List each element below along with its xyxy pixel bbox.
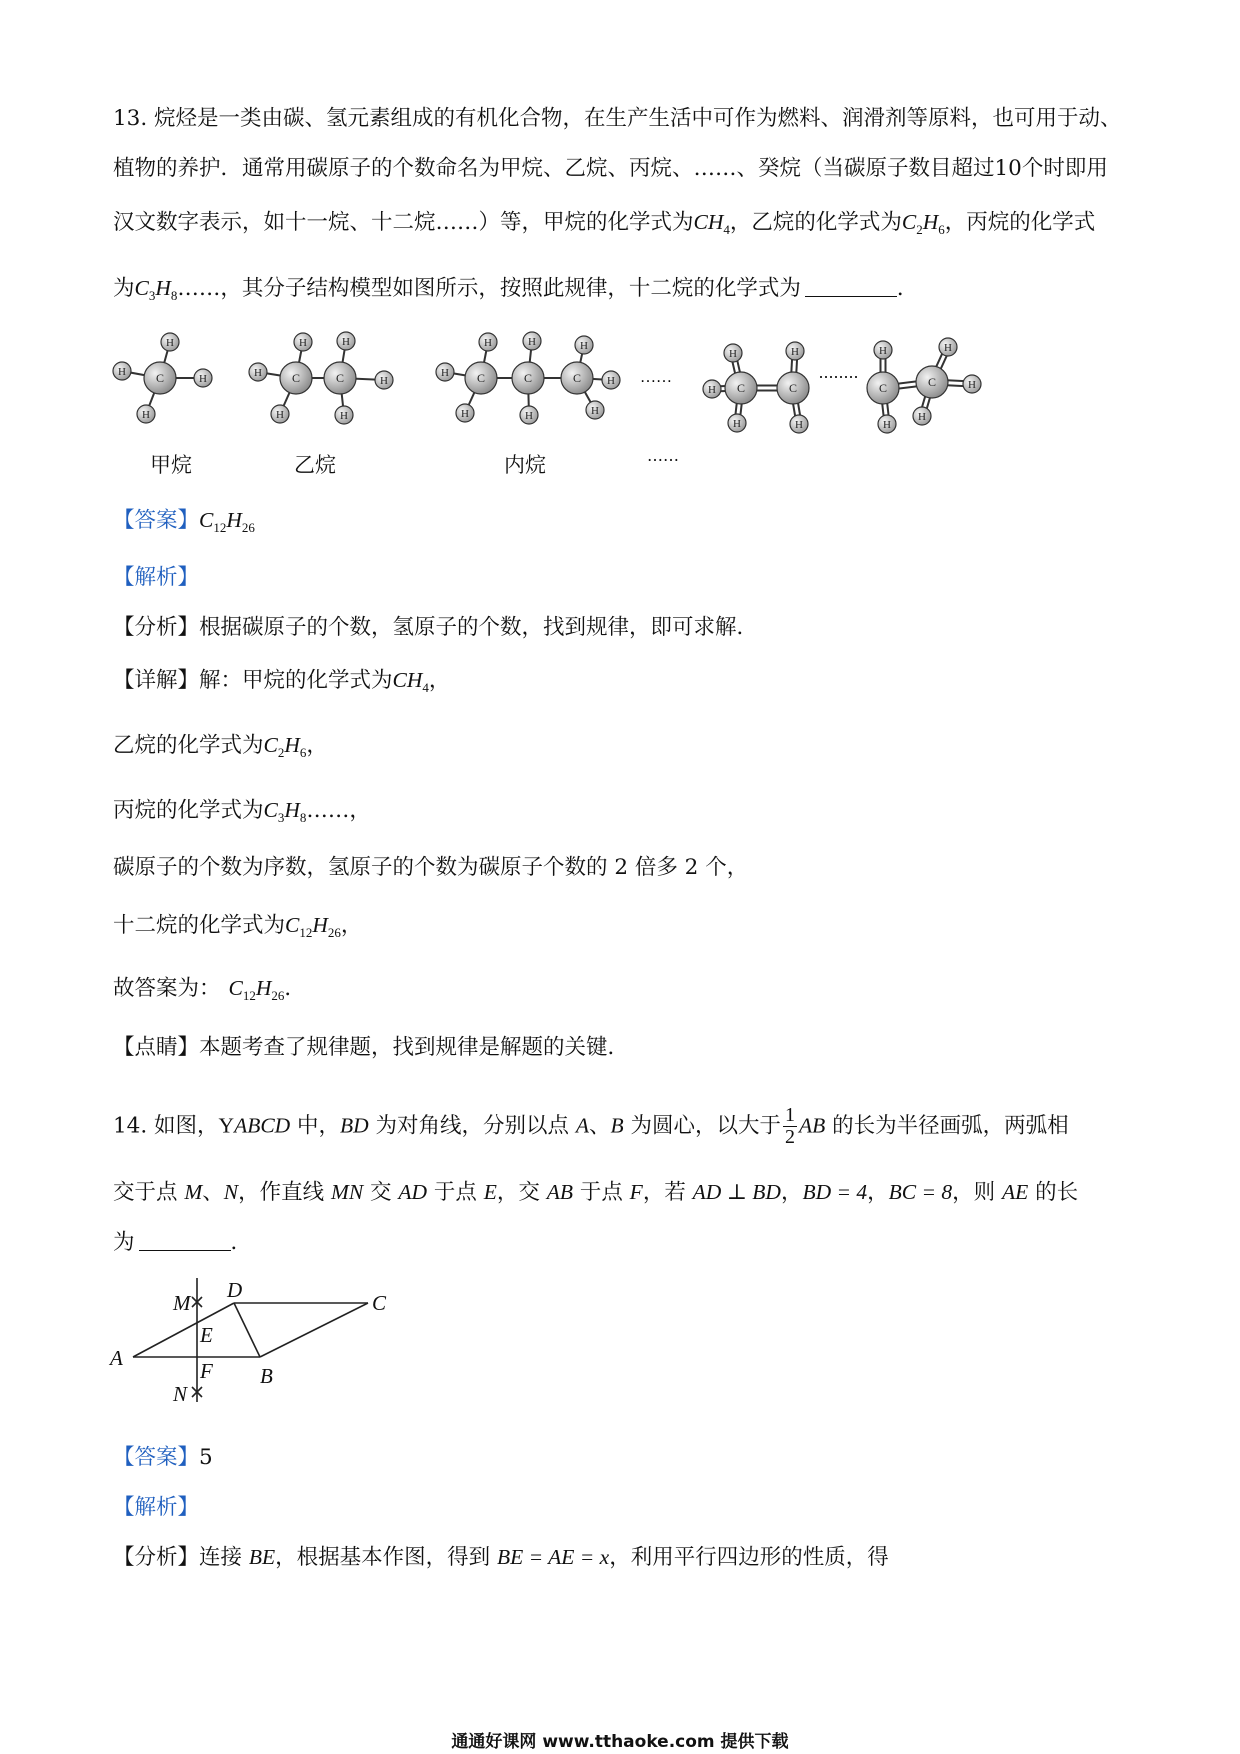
svg-text:H: H [380, 375, 388, 387]
q13-line-3: 汉文数字表示，如十一烷、十二烷……）等，甲烷的化学式为$CH_4$，乙烷的化学式为$C_2H_6$，丙烷的化学式 [113, 210, 1096, 237]
svg-text:H: H [580, 340, 588, 352]
svg-text:H: H [733, 418, 741, 430]
q14-line-1: 14. 如图，YABCD 中，BD 为对角线，分别以点 A、B 为圆心，以大于 $\frac{1}{2}$ AB 的长为半径画弧，两弧相 [113, 1104, 1069, 1148]
label-methane: 甲烷 [150, 453, 192, 477]
page-footer: 通通好课网 www.tthaoke.com 提供下载 [451, 1732, 789, 1752]
svg-text:C: C [736, 381, 746, 395]
carbon-atom [280, 362, 312, 394]
carbon-atom [324, 362, 356, 394]
carbon-atom [561, 362, 593, 394]
q13-fenxi: 【分析】根据碳原子的个数，氢原子的个数，找到规律，即可求解． [113, 615, 759, 640]
svg-text:H: H [591, 405, 599, 417]
q13-xiangjie-3: 丙烷的化学式为$C_3H_8\dots\dots$， [113, 798, 371, 825]
svg-text:H: H [708, 384, 716, 396]
formula-c12h26: $C_{12}H_{26}$ [199, 508, 255, 535]
hydrogen-atom [602, 371, 620, 389]
formula-ch4: $CH_4$ [693, 210, 730, 237]
hydrogen-atom [436, 363, 454, 381]
svg-text:H: H [528, 336, 536, 348]
hydrogen-atom [161, 333, 179, 351]
svg-text:H: H [879, 345, 887, 357]
svg-text:H: H [340, 410, 348, 422]
q13-jiexi: 【解析】 [113, 565, 200, 590]
q13-xiangjie-6: 故答案为： $C_{12}H_{26}$． [113, 976, 306, 1003]
svg-text:H: H [795, 419, 803, 431]
answer-blank [805, 296, 897, 297]
svg-text:H: H [254, 367, 262, 379]
q13-xiangjie-5: 十二烷的化学式为$C_{12}H_{26}$， [113, 913, 363, 940]
svg-text:C: C [476, 371, 486, 385]
q14-fenxi: 【分析】连接 BE，根据基本作图，得到 BE = AE = x，利用平行四边形的性质，得 [113, 1545, 889, 1570]
hydrogen-atom [963, 375, 981, 393]
svg-text:H: H [525, 410, 533, 422]
q13-line-2: 植物的养护．通常用碳原子的个数命名为甲烷、乙烷、丙烷、……、癸烷（当碳原子数目超过10个时即用 [113, 156, 1108, 181]
svg-text:C: C [788, 381, 798, 395]
hydrogen-atom [575, 336, 593, 354]
hydrogen-atom [790, 415, 808, 433]
q14-line-3: 为 ． [113, 1230, 253, 1255]
hydrogen-atom [878, 415, 896, 433]
formula-c3h8: $C_3H_8$ [134, 276, 178, 303]
hydrogen-atom [479, 333, 497, 351]
point-b: B [260, 1364, 273, 1388]
q13-dianjing: 【点睛】本题考查了规律题，找到规律是解题的关键． [113, 1035, 630, 1060]
q13-xiangjie-4: 碳原子的个数为序数，氢原子的个数为碳原子个数的 2 倍多 2 个， [113, 855, 749, 880]
svg-text:C: C [878, 381, 888, 395]
label-ethane: 乙烷 [294, 453, 336, 477]
q13-answer: 【答案】$C_{12}H_{26}$ [113, 508, 255, 535]
hydrogen-atom [137, 405, 155, 423]
hydrogen-atom [724, 344, 742, 362]
svg-text:H: H [607, 375, 615, 387]
hydrogen-atom [456, 404, 474, 422]
fraction-one-half: $\frac{1}{2}$ [785, 1104, 796, 1148]
side-bc [260, 1303, 368, 1357]
carbon-atom [512, 362, 544, 394]
carbon-atom [867, 372, 899, 404]
svg-text:C: C [572, 371, 582, 385]
carbon-atom [725, 372, 757, 404]
point-a: A [110, 1346, 123, 1370]
svg-text:H: H [299, 337, 307, 349]
hydrogen-atom [194, 369, 212, 387]
svg-text:H: H [791, 346, 799, 358]
q13-line-4: 为$C_3H_8\dots\dots$，其分子结构模型如图所示，按照此规律，十二烷的化学式为 ． [113, 276, 919, 303]
svg-text:H: H [918, 411, 926, 423]
point-f: F [200, 1359, 213, 1383]
point-m: M [173, 1291, 191, 1315]
diagonal-bd [234, 1303, 260, 1357]
label-ellipsis: …… [647, 446, 679, 465]
svg-text:H: H [118, 366, 126, 378]
hydrogen-atom [335, 406, 353, 424]
q13-line-1: 13. 烷烃是一类由碳、氢元素组成的有机化合物，在生产生活中可作为燃料、润滑剂等原料，也可用于动、 [113, 106, 1122, 131]
svg-text:H: H [276, 409, 284, 421]
q13-xiangjie-2: 乙烷的化学式为$C_2H_6$， [113, 733, 328, 760]
hydrogen-atom [337, 332, 355, 350]
svg-text:H: H [342, 336, 350, 348]
svg-text:H: H [883, 419, 891, 431]
svg-text:H: H [968, 379, 976, 391]
hydrogen-atom [586, 401, 604, 419]
q14-line-2: 交于点 M、N，作直线 MN 交 AD 于点 E，交 AB 于点 F，若 AD ⊥ BD，BD = 4，BC = 8，则 AE 的长 [113, 1180, 1079, 1205]
svg-text:C: C [155, 371, 165, 385]
alkane-models-figure [0, 320, 1000, 440]
q13-xiangjie-1: 【详解】解：甲烷的化学式为$CH_4$， [113, 668, 451, 695]
hydrogen-atom [294, 333, 312, 351]
svg-text:H: H [142, 409, 150, 421]
carbon-atom [144, 362, 176, 394]
hydrogen-atom [271, 405, 289, 423]
carbon-atom [777, 372, 809, 404]
hydrogen-atom [375, 371, 393, 389]
hydrogen-atom [520, 406, 538, 424]
point-c: C [372, 1291, 387, 1315]
molecule-ellipsis: …… [640, 369, 672, 386]
point-e: E [200, 1323, 213, 1347]
q14-jiexi: 【解析】 [113, 1495, 200, 1520]
svg-text:H: H [729, 348, 737, 360]
svg-text:H: H [944, 342, 952, 354]
hydrogen-atom [523, 332, 541, 350]
carbon-atom [916, 366, 948, 398]
hydrogen-atom [874, 341, 892, 359]
q14-answer: 【答案】5 [113, 1445, 213, 1470]
svg-text:C: C [927, 375, 937, 389]
svg-text:H: H [166, 337, 174, 349]
point-n: N [173, 1382, 188, 1406]
hydrogen-atom [703, 380, 721, 398]
svg-text:C: C [335, 371, 345, 385]
hydrogen-atom [786, 342, 804, 360]
label-propane: 内烷 [504, 453, 546, 477]
svg-text:H: H [441, 367, 449, 379]
svg-text:H: H [461, 408, 469, 420]
parallelogram-figure [100, 1270, 400, 1420]
carbon-atom [465, 362, 497, 394]
formula-c2h6: $C_2H_6$ [901, 210, 945, 237]
svg-text:H: H [199, 373, 207, 385]
svg-text:H: H [484, 337, 492, 349]
svg-text:C: C [291, 371, 301, 385]
answer-blank-2 [139, 1250, 231, 1251]
svg-text:C: C [523, 371, 533, 385]
hydrogen-atom [249, 363, 267, 381]
point-d: D [227, 1278, 243, 1302]
hydrogen-atom [728, 414, 746, 432]
hydrogen-atom [913, 407, 931, 425]
hydrogen-atom [939, 338, 957, 356]
hydrogen-atom [113, 362, 131, 380]
